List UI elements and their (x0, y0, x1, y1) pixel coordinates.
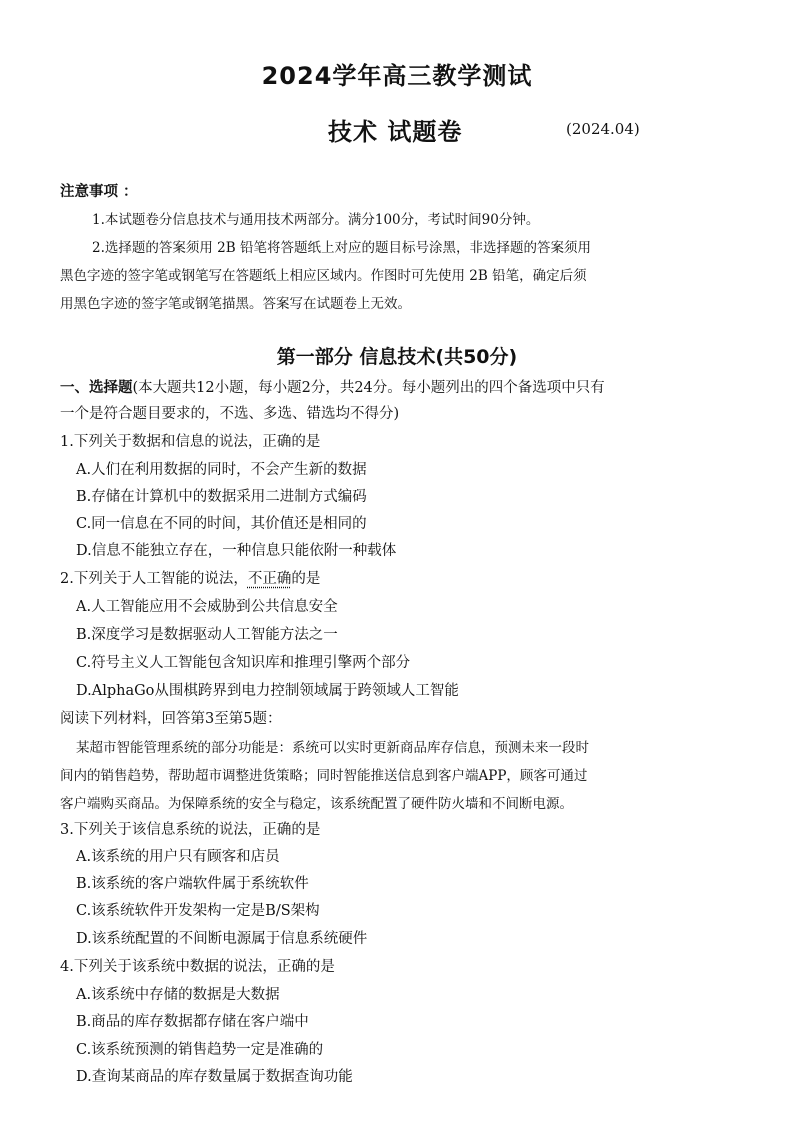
material-line-1: 某超市智能管理系统的部分功能是：系统可以实时更新商品库存信息，预测未来一段时 (76, 740, 589, 756)
part1-intro-label: 一、选择题 (60, 379, 133, 396)
material-line-3: 客户端购买商品。为保障系统的安全与稳定，该系统配置了硬件防火墙和不间断电源。 (60, 796, 573, 812)
q3-stem: 3.下列关于该信息系统的说法，正确的是 (60, 822, 321, 838)
q1-option-c: C.同一信息在不同的时间，其价值还是相同的 (76, 516, 367, 532)
q2-stem-pre: 2.下列关于人工智能的说法， (60, 571, 248, 587)
exam-date: (2024.04) (566, 120, 640, 138)
q1-stem: 1.下列关于数据和信息的说法，正确的是 (60, 434, 321, 450)
q3-option-b: B.该系统的客户端软件属于系统软件 (76, 876, 309, 892)
q3-option-d: D.该系统配置的不间断电源属于信息系统硬件 (76, 931, 368, 947)
q2-option-b: B.深度学习是数据驱动人工智能方法之一 (76, 627, 338, 643)
q2-stem-post: 的是 (291, 571, 321, 587)
q2-stem-emphasis: 不正确 (247, 571, 292, 587)
q4-option-d: D.查询某商品的库存数量属于数据查询功能 (76, 1069, 353, 1085)
q4-option-c: C.该系统预测的销售趋势一定是准确的 (76, 1042, 324, 1058)
exam-subtitle: 技术 试题卷 (328, 118, 463, 146)
q2-option-d: D.AlphaGo从围棋跨界到电力控制领域属于跨领域人工智能 (76, 683, 459, 699)
q3-option-c: C.该系统软件开发架构一定是B/S架构 (76, 903, 320, 919)
reading-intro: 阅读下列材料，回答第3至第5题： (60, 711, 282, 727)
q1-option-b: B.存储在计算机中的数据采用二进制方式编码 (76, 489, 367, 505)
part1-title: 第一部分 信息技术(共50分) (276, 346, 518, 368)
q1-option-a: A.人们在利用数据的同时，不会产生新的数据 (76, 462, 367, 478)
q3-option-a: A.该系统的用户只有顾客和店员 (76, 849, 280, 865)
q1-option-d: D.信息不能独立存在，一种信息只能依附一种载体 (76, 543, 397, 559)
notice-line-2c: 用黑色字迹的签字笔或钢笔描黑。答案写在试题卷上无效。 (60, 296, 411, 312)
q4-option-b: B.商品的库存数据都存储在客户端中 (76, 1014, 309, 1030)
q4-option-a: A.该系统中存储的数据是大数据 (76, 987, 280, 1003)
notice-line-1: 1.本试题卷分信息技术与通用技术两部分。满分100分，考试时间90分钟。 (92, 212, 540, 228)
notice-line-2a: 2.选择题的答案须用 2B 铅笔将答题纸上对应的题目标号涂黑，非选择题的答案须用 (92, 240, 591, 256)
notice-line-2b: 黑色字迹的签字笔或钢笔写在答题纸上相应区域内。作图时可先使用 2B 铅笔，确定后须 (60, 268, 587, 284)
exam-title: 2024学年高三教学测试 (261, 62, 533, 90)
material-line-2: 间内的销售趋势，帮助超市调整进货策略；同时智能推送信息到客户端APP，顾客可通过 (60, 768, 588, 784)
part1-intro-text: (本大题共12小题，每小题2分，共24分。每小题列出的四个备选项中只有 (132, 380, 605, 396)
subtitle-row (0, 112, 794, 148)
q2-option-a: A.人工智能应用不会威胁到公共信息安全 (76, 599, 338, 615)
part1-intro-line2: 一个是符合题目要求的，不选、多选、错选均不得分) (60, 406, 400, 422)
q2-stem (60, 569, 320, 589)
part1-intro (60, 378, 605, 398)
notice-heading: 注意事项 ： (60, 183, 138, 200)
q4-stem: 4.下列关于该系统中数据的说法，正确的是 (60, 959, 335, 975)
q2-option-c: C.符号主义人工智能包含知识库和推理引擎两个部分 (76, 655, 411, 671)
